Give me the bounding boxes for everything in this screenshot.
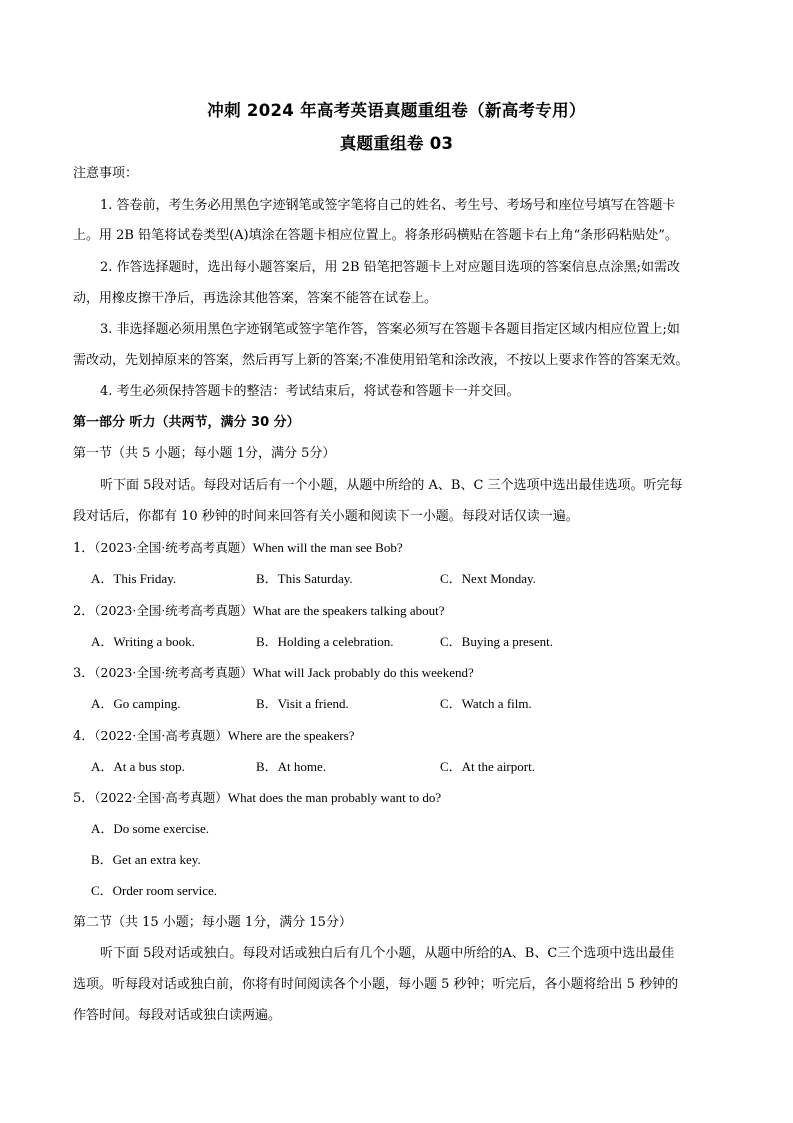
question-text: What does the man probably want to do? (227, 790, 442, 805)
question-4 (73, 727, 723, 746)
question-3-option-b: B．Visit a friend. (256, 696, 349, 711)
section1-instruction-line1: 听下面 5段对话。每段对话后有一个小题，从题中所给的 A、B、C 三个选项中选出最佳选项。听完每 (100, 478, 683, 493)
question-1-option-c: C．Next Monday. (440, 571, 536, 586)
question-5-option-b: B．Get an extra key. (91, 852, 201, 867)
notice-item-3-line2: 需改动，先划掉原来的答案，然后再写上新的答案;不准使用铅笔和涂改液，不按以上要求作答的答案无效。 (73, 353, 689, 368)
section2-instruction-line3: 作答时间。每段对话或独白读两遍。 (73, 1008, 282, 1023)
question-number: 4． (73, 729, 95, 744)
question-5 (73, 789, 723, 808)
section1-heading: 第一节（共 5 小题；每小题 1分，满分 5分） (73, 446, 336, 461)
question-source: （2023·全国·统考高考真题） (94, 665, 253, 680)
page-title: 冲刺 2024 年高考英语真题重组卷（新高考专用） (207, 101, 586, 120)
question-source: （2023·全国·统考高考真题） (94, 540, 253, 555)
notice-item-1-line2: 上。用 2B 铅笔将试卷类型(A)填涂在答题卡相应位置上。将条形码横贴在答题卡右上角“条形码粘贴处”。 (73, 228, 678, 243)
question-4-option-c: C．At the airport. (440, 759, 535, 774)
question-source: （2023·全国·统考高考真题） (94, 603, 253, 618)
notice-item-3-line1: 3. 非选择题必须用黑色字迹钢笔或签字笔作答，答案必须写在答题卡各题目指定区域内相应位置上;如 (100, 322, 680, 337)
question-source: （2022·全国·高考真题） (94, 790, 228, 805)
question-number: 2． (73, 604, 95, 619)
question-1-option-a: A．This Friday. (91, 571, 177, 586)
question-2-option-a: A．Writing a book. (91, 634, 195, 649)
question-3-option-c: C．Watch a film. (440, 696, 532, 711)
question-text: What will Jack probably do this weekend? (252, 665, 474, 680)
question-source: （2022·全国·高考真题） (94, 728, 228, 743)
section2-instruction-line2: 选项。听每段对话或独白前，你将有时间阅读各个小题，每小题 5 秒钟；听完后，各小题将给出 5 秒钟的 (73, 977, 679, 992)
question-1-option-b: B．This Saturday. (256, 571, 353, 586)
question-number: 5． (73, 791, 95, 806)
section2-instruction-line1: 听下面 5段对话或独白。每段对话或独白后有几个小题，从题中所给的A、B、C三个选项中选出最佳 (100, 946, 675, 961)
question-5-option-a: A．Do some exercise. (91, 821, 210, 836)
question-5-option-c: C．Order room service. (91, 883, 217, 898)
question-2-option-c: C．Buying a present. (440, 634, 554, 649)
question-4-option-a: A．At a bus stop. (91, 759, 185, 774)
question-3-option-a: A．Go camping. (91, 696, 181, 711)
question-3 (73, 664, 723, 683)
notice-heading: 注意事项： (73, 166, 139, 181)
section1-instruction-line2: 段对话后，你都有 10 秒钟的时间来回答有关小题和阅读下一小题。每段对话仅读一遍。 (73, 509, 579, 524)
question-number: 1． (73, 541, 95, 556)
question-1 (73, 539, 723, 558)
notice-item-4-line1: 4. 考生必须保持答题卡的整洁：考试结束后，将试卷和答题卡一并交回。 (100, 384, 520, 399)
question-number: 3． (73, 666, 95, 681)
section2-heading: 第二节（共 15 小题；每小题 1分，满分 15分） (73, 915, 352, 930)
question-2-option-b: B．Holding a celebration. (256, 634, 394, 649)
notice-item-2-line1: 2. 作答选择题时，选出每小题答案后，用 2B 铅笔把答题卡上对应题目选项的答案信息点涂黑;如需改 (100, 260, 681, 275)
question-2 (73, 602, 723, 621)
notice-item-1-line1: 1. 答卷前，考生务必用黑色字迹钢笔或签字笔将自己的姓名、考生号、考场号和座位号填写在答题卡 (100, 198, 676, 213)
page-subtitle: 真题重组卷 03 (339, 134, 454, 153)
question-text: What are the speakers talking about? (252, 603, 445, 618)
notice-item-2-line2: 动，用橡皮擦干净后，再选涂其他答案，答案不能答在试卷上。 (73, 291, 438, 306)
question-4-option-b: B．At home. (256, 759, 327, 774)
question-text: When will the man see Bob? (252, 540, 403, 555)
part1-heading: 第一部分 听力（共两节，满分 30 分） (73, 415, 300, 430)
question-text: Where are the speakers? (227, 728, 355, 743)
